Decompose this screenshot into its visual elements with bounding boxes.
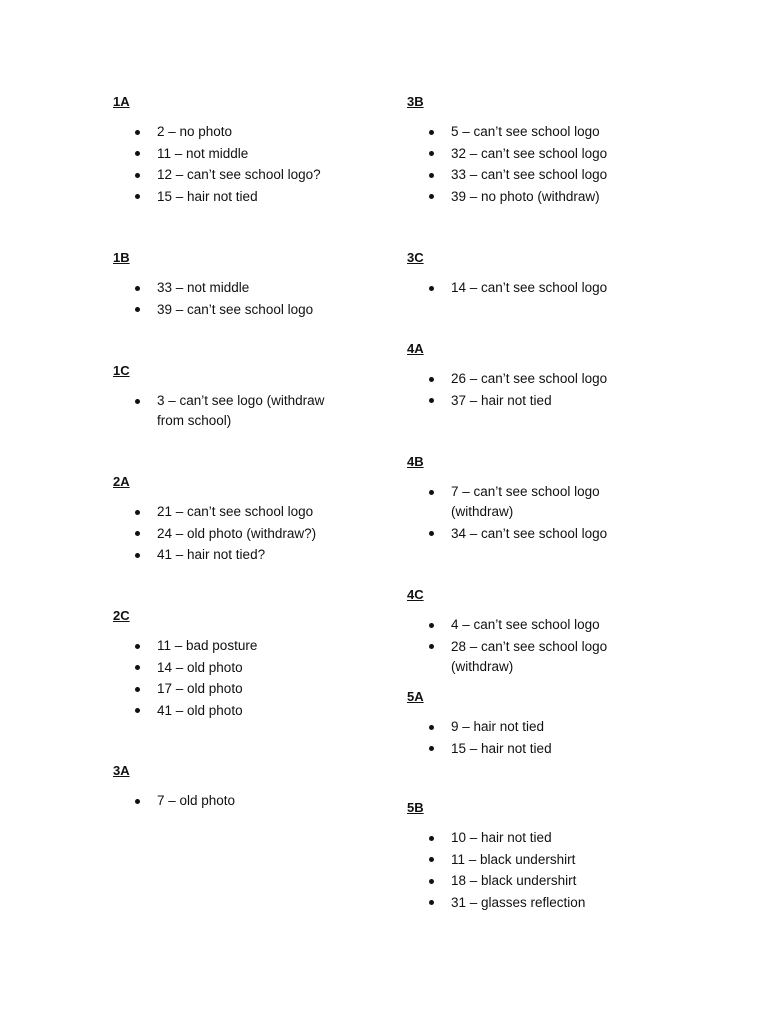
section-heading: 3B: [407, 94, 424, 109]
item-list: [113, 791, 235, 813]
list-item: 34 – can’t see school logo: [407, 524, 657, 544]
list-item: 9 – hair not tied: [407, 717, 552, 737]
item-list: [113, 636, 257, 722]
section-heading: 5A: [407, 689, 424, 704]
list-item: 4 – can’t see school logo: [407, 615, 657, 635]
list-item: 41 – hair not tied?: [113, 545, 316, 565]
section-heading: 5B: [407, 800, 424, 815]
section-heading: 3A: [113, 763, 130, 778]
item-list: [113, 391, 343, 433]
list-item: 5 – can’t see school logo: [407, 122, 607, 142]
item-list: [407, 615, 657, 678]
section-heading: 1B: [113, 250, 130, 265]
section-heading: 1A: [113, 94, 130, 109]
list-item: 41 – old photo: [113, 701, 257, 721]
item-list: [407, 369, 607, 412]
list-item: 24 – old photo (withdraw?): [113, 524, 316, 544]
list-item: 15 – hair not tied: [113, 187, 321, 207]
list-item: 7 – can’t see school logo (withdraw): [407, 482, 657, 522]
section-heading: 3C: [407, 250, 424, 265]
section-heading: 2A: [113, 474, 130, 489]
list-item: 32 – can’t see school logo: [407, 144, 607, 164]
item-list: [407, 122, 607, 208]
section-heading: 2C: [113, 608, 130, 623]
list-item: 37 – hair not tied: [407, 391, 607, 411]
list-item: 39 – can’t see school logo: [113, 300, 313, 320]
item-list: [407, 717, 552, 760]
list-item: 15 – hair not tied: [407, 739, 552, 759]
list-item: 31 – glasses reflection: [407, 893, 585, 913]
list-item: 14 – can’t see school logo: [407, 278, 607, 298]
list-item: 17 – old photo: [113, 679, 257, 699]
list-item: 3 – can’t see logo (withdraw from school): [113, 391, 343, 431]
list-item: 21 – can’t see school logo: [113, 502, 316, 522]
section-heading: 4C: [407, 587, 424, 602]
list-item: 10 – hair not tied: [407, 828, 585, 848]
list-item: 7 – old photo: [113, 791, 235, 811]
section-heading: 1C: [113, 363, 130, 378]
section-heading: 4B: [407, 454, 424, 469]
item-list: [113, 502, 316, 567]
list-item: 14 – old photo: [113, 658, 257, 678]
list-item: 33 – can’t see school logo: [407, 165, 607, 185]
list-item: 33 – not middle: [113, 278, 313, 298]
item-list: [113, 122, 321, 208]
list-item: 26 – can’t see school logo: [407, 369, 607, 389]
item-list: [407, 828, 585, 914]
item-list: [113, 278, 313, 321]
section-heading: 4A: [407, 341, 424, 356]
list-item: 11 – black undershirt: [407, 850, 585, 870]
list-item: 18 – black undershirt: [407, 871, 585, 891]
item-list: [407, 482, 657, 545]
list-item: 39 – no photo (withdraw): [407, 187, 607, 207]
list-item: 11 – bad posture: [113, 636, 257, 656]
item-list: [407, 278, 607, 300]
list-item: 28 – can’t see school logo (withdraw): [407, 637, 657, 677]
list-item: 2 – no photo: [113, 122, 321, 142]
list-item: 12 – can’t see school logo?: [113, 165, 321, 185]
list-item: 11 – not middle: [113, 144, 321, 164]
